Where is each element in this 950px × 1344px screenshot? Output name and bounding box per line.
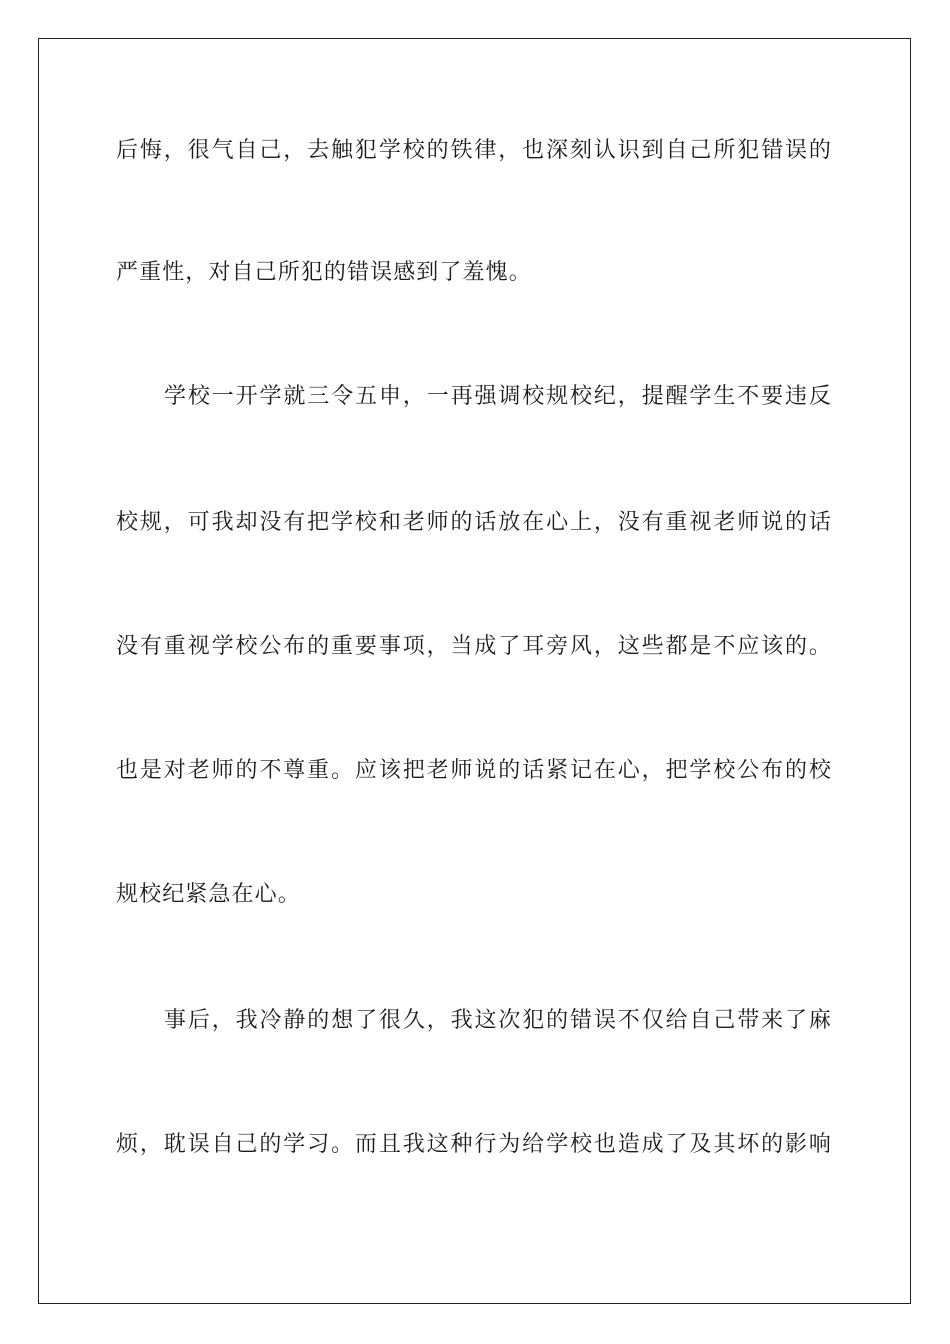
paragraph-start-line: 学校一开学就三令五申，一再强调校规校纪，提醒学生不要违反 xyxy=(164,384,832,409)
text-line: 也是对老师的不尊重。应该把老师说的话紧记在心，把学校公布的校 xyxy=(116,758,832,783)
text-line: 校规，可我却没有把学校和老师的话放在心上，没有重视老师说的话 xyxy=(116,510,832,535)
paragraph-start-line: 事后，我冷静的想了很久，我这次犯的错误不仅给自己带来了麻 xyxy=(164,1008,832,1033)
page-border xyxy=(38,38,911,1304)
text-line: 后悔，很气自己，去触犯学校的铁律，也深刻认识到自己所犯错误的 xyxy=(116,138,832,163)
text-line: 严重性，对自己所犯的错误感到了羞愧。 xyxy=(116,260,532,285)
text-line: 烦，耽误自己的学习。而且我这种行为给学校也造成了及其坏的影响 xyxy=(116,1132,832,1157)
text-line: 没有重视学校公布的重要事项，当成了耳旁风，这些都是不应该的。 xyxy=(116,634,832,659)
text-line: 规校纪紧急在心。 xyxy=(116,882,301,907)
